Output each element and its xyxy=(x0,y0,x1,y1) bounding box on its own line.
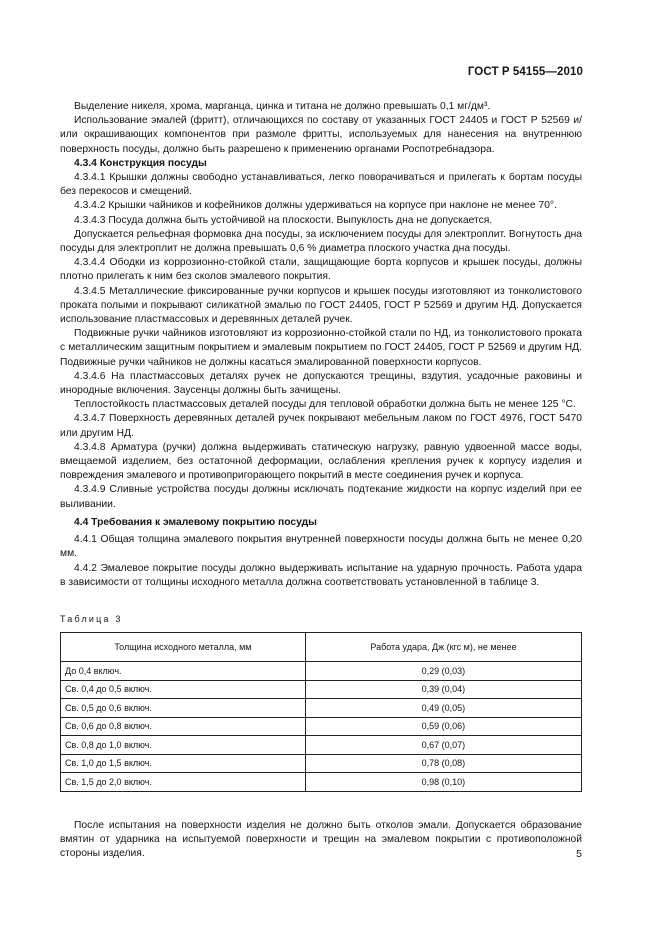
paragraph: Допускается рельефная формовка дна посуды, за исключением посуды для электроплит. Вогнутость дна посуды для электроплит не должна превышать 0,6 % диаметра плоского участка дна посуды. xyxy=(60,228,582,255)
impact-work-cell: 0,98 (0,10) xyxy=(305,773,581,792)
impact-work-cell: 0,59 (0,06) xyxy=(305,717,581,736)
paragraph: После испытания на поверхности изделия не должно быть отколов эмали. Допускается образование вмятин от ударника на испытуемой поверхности и трещин на эмалевом покрытии с противоположной стороны изделия. xyxy=(60,819,582,860)
table-row xyxy=(61,662,582,681)
section-heading: 4.4 Требования к эмалевому покрытию посуды xyxy=(74,516,317,528)
column-header-thickness: Толщина исходного металла, мм xyxy=(61,633,306,662)
paragraph: 4.3.4.2 Крышки чайников и кофейников должны удерживаться на корпусе при наклоне не менее 70°. xyxy=(74,200,557,212)
impact-work-cell: 0,29 (0,03) xyxy=(305,662,581,681)
thickness-cell: Св. 0,5 до 0,6 включ. xyxy=(61,699,306,718)
column-header-impact-work: Работа удара, Дж (кгс м), не менее xyxy=(305,633,581,662)
paragraph: 4.3.4.6 На пластмассовых деталях ручек не допускаются трещины, вздутия, усадочные раковины и инородные включения. Заусенцы должны быть зачищены. xyxy=(60,370,582,397)
table-header-row xyxy=(61,633,582,662)
table-row xyxy=(61,754,582,773)
thickness-cell: Св. 1,0 до 1,5 включ. xyxy=(61,754,306,773)
thickness-cell: Св. 1,5 до 2,0 включ. xyxy=(61,773,306,792)
paragraph: 4.3.4.8 Арматура (ручки) должна выдерживать статическую нагрузку, равную удвоенной массе воды, вмещаемой изделием, без остаточной деформации, ослабления крепления ручек к корпусу изделия и повреждения эмалевого и противопригорающего покрытий в месте соединения ручек и корпуса. xyxy=(60,441,582,482)
paragraph: 4.3.4.5 Металлические фиксированные ручки корпусов и крышек посуды изготовляют из тонколистового проката полыми и покрывают силикатной эмалью по ГОСТ 24405, ГОСТ Р 52569 и другим НД. Допускается использование пластмассовых и деревянных деталей ручек. xyxy=(60,285,582,326)
paragraph: 4.3.4.9 Сливные устройства посуды должны исключать подтекание жидкости на корпус изделий при ее выливании. xyxy=(60,484,582,510)
page-body xyxy=(60,100,582,861)
impact-work-cell: 0,67 (0,07) xyxy=(305,736,581,755)
impact-work-cell: 0,78 (0,08) xyxy=(305,754,581,773)
table-row xyxy=(61,736,582,755)
impact-work-table xyxy=(60,632,582,792)
paragraph: Подвижные ручки чайников изготовляют из коррозионно-стойкой стали по НД, из тонколистового проката с металлическим защитным покрытием и эмалевым покрытием по ГОСТ 24405, ГОСТ Р 52569 и другим НД. Подвижные ручки чайников не должны касаться эмалированной поверхности корпусов. xyxy=(60,328,582,368)
impact-work-cell: 0,39 (0,04) xyxy=(305,680,581,699)
table-caption: Таблица 3 xyxy=(60,613,123,624)
table-row xyxy=(61,773,582,792)
paragraph: 4.3.4.7 Поверхность деревянных деталей ручек покрывают мебельным лаком по ГОСТ 4976, ГОСТ 5470 или другим НД. xyxy=(60,413,582,439)
paragraph: Выделение никеля, хрома, марганца, цинка и титана не должно превышать 0,1 мг/дм³. xyxy=(74,101,491,112)
paragraph: 4.3.4.3 Посуда должна быть устойчивой на плоскости. Выпуклость дна не допускается. xyxy=(74,214,493,226)
thickness-cell: Св. 0,8 до 1,0 включ. xyxy=(61,736,306,755)
thickness-cell: Св. 0,6 до 0,8 включ. xyxy=(61,717,306,736)
page-number: 5 xyxy=(576,848,582,860)
thickness-cell: Св. 0,4 до 0,5 включ. xyxy=(61,680,306,699)
table-row xyxy=(61,680,582,699)
impact-work-cell: 0,49 (0,05) xyxy=(305,699,581,718)
table-row xyxy=(61,717,582,736)
section-heading: 4.3.4 Конструкция посуды xyxy=(74,157,207,169)
paragraph: 4.4.1 Общая толщина эмалевого покрытия внутренней поверхности посуды должна быть не менее 0,20 мм. xyxy=(60,534,582,560)
document-header: ГОСТ Р 54155—2010 xyxy=(467,66,583,78)
table-row xyxy=(61,699,582,718)
paragraph: 4.3.4.1 Крышки должны свободно устанавливаться, легко поворачиваться и прилегать к бортам посуды без перекосов и смещений. xyxy=(60,172,582,198)
paragraph: Теплостойкость пластмассовых деталей посуды для тепловой обработки должна быть не менее 125 °С. xyxy=(74,399,576,411)
paragraph: 4.3.4.4 Ободки из коррозионно-стойкой стали, защищающие борта корпусов и крышек посуды, должны плотно прилегать к ним без сколов эмалевого покрытия. xyxy=(60,257,582,283)
paragraph: 4.4.2 Эмалевое покрытие посуды должно выдерживать испытание на ударную прочность. Работа удара в зависимости от толщины исходного металла должна соответствовать установленной в таблице 3. xyxy=(60,562,582,588)
thickness-cell: До 0,4 включ. xyxy=(61,662,306,681)
paragraph: Использование эмалей (фритт), отличающихся по составу от указанных ГОСТ 24405 и ГОСТ Р 52569 и/или окрашивающих компонентов при размоле фритты, используемых для нанесения на внутреннюю поверхность посуды, должно быть разрешено к применению органами Роспотребнадзора. xyxy=(60,115,582,155)
